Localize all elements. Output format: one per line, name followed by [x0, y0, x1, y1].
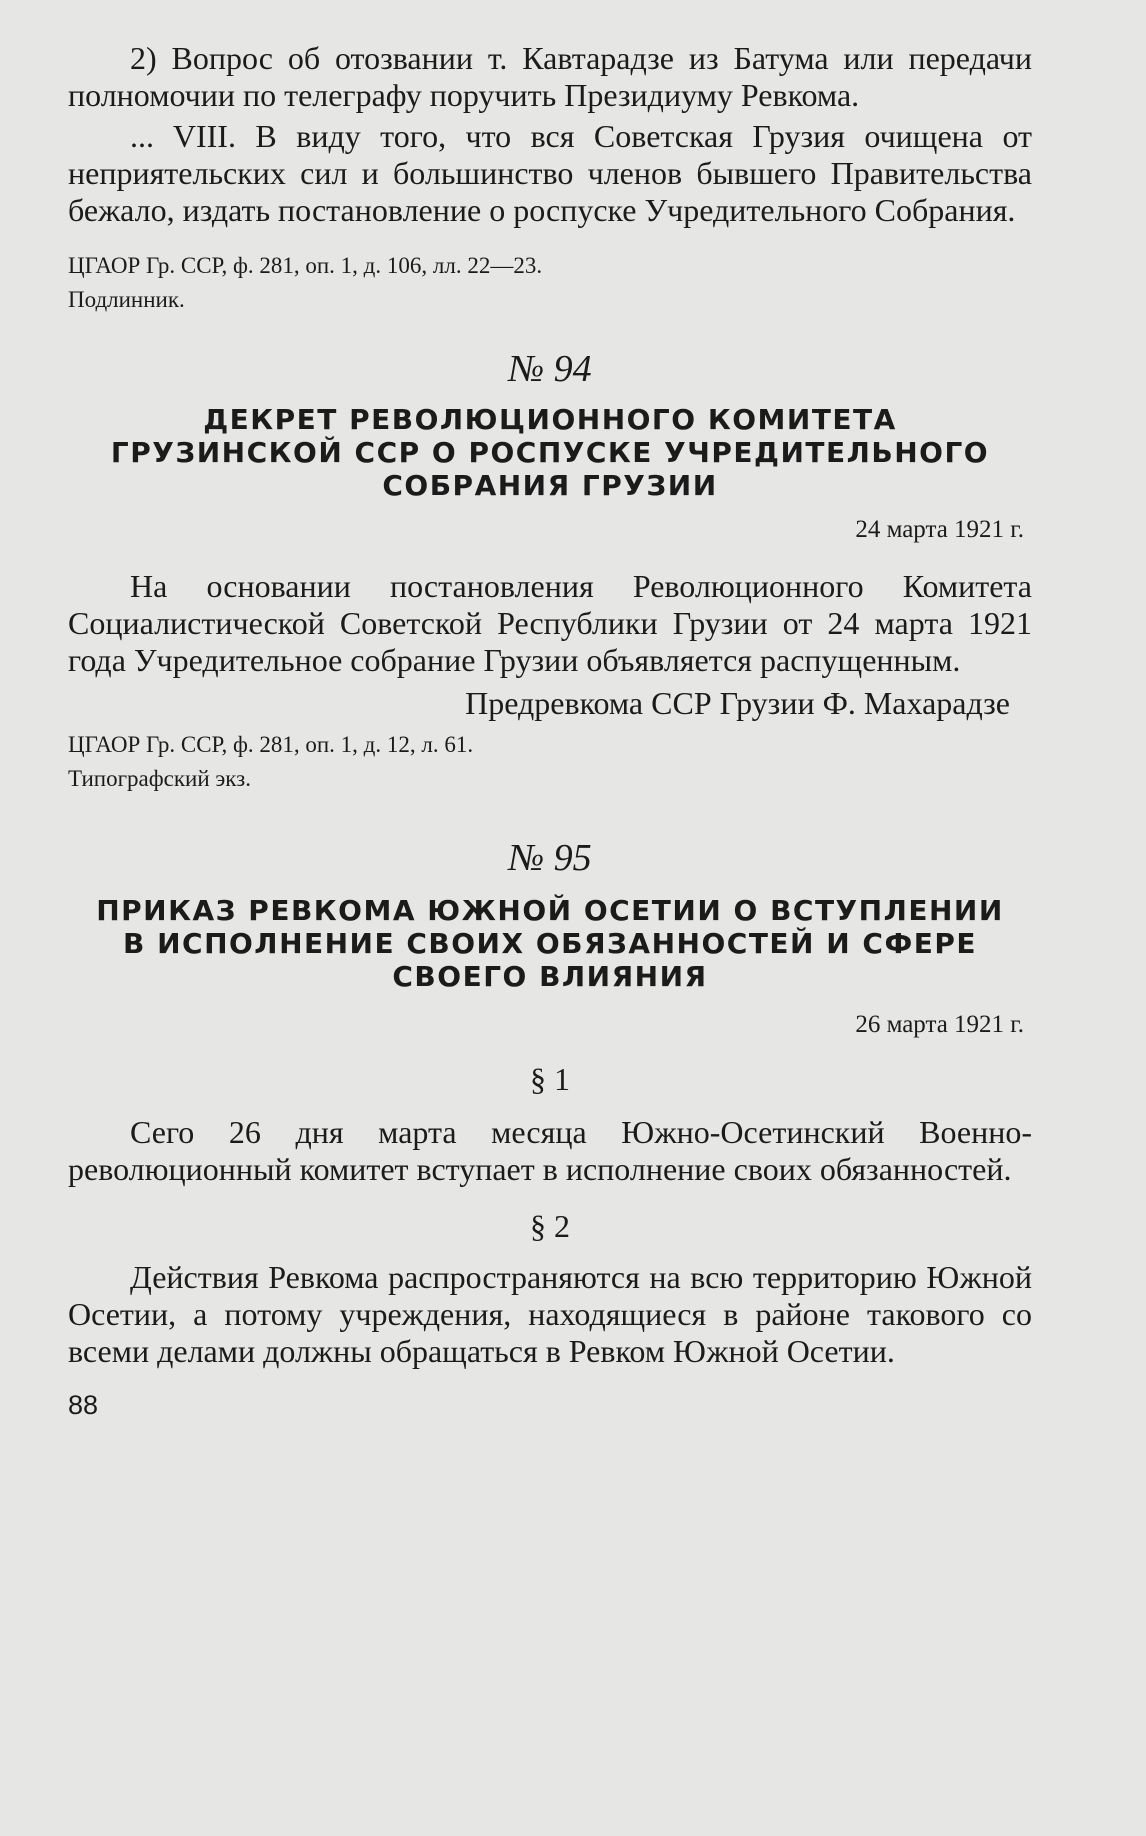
title-line: ГРУЗИНСКОЙ ССР О РОСПУСКЕ УЧРЕДИТЕЛЬНОГО — [110, 436, 990, 469]
archive-source: ЦГАОР Гр. ССР, ф. 281, оп. 1, д. 106, лл. 22—23. — [68, 253, 543, 278]
document-number-94: № 94 — [508, 348, 592, 390]
section-1-heading: § 1 — [530, 1061, 570, 1097]
item-8-paragraph: ... VIII. В виду того, что вся Советская Грузия очищена от неприятельских сил и большинство членов бывшего Правительства бежало, издать постановление о роспуске Учредительного Собрания. — [68, 118, 1032, 228]
title-line: СВОЕГО ВЛИЯНИЯ — [392, 960, 708, 993]
document-94-body: На основании постановления Революционного Комитета Социалистической Советской Республики Грузии от 24 марта 1921 года Учредительное собрание Грузии объявляется распущенным. — [68, 568, 1032, 678]
title-line: СОБРАНИЯ ГРУЗИИ — [382, 469, 718, 502]
document-94-title — [68, 403, 1032, 502]
archive-source: ЦГАОР Гр. ССР, ф. 281, оп. 1, д. 12, л. 61. — [68, 732, 474, 757]
title-line: ПРИКАЗ РЕВКОМА ЮЖНОЙ ОСЕТИИ О ВСТУПЛЕНИИ — [96, 894, 1004, 927]
page-number: 88 — [68, 1390, 99, 1420]
document-number-95: № 95 — [508, 837, 592, 879]
document-page — [68, 40, 1032, 1421]
title-line: ДЕКРЕТ РЕВОЛЮЦИОННОГО КОМИТЕТА — [203, 403, 897, 436]
archive-source-type: Подлинник. — [68, 287, 185, 312]
document-94-date: 24 марта 1921 г. — [855, 516, 1024, 543]
document-95-title — [68, 894, 1032, 993]
archive-source-type: Типографский экз. — [68, 766, 251, 791]
title-line: В ИСПОЛНЕНИЕ СВОИХ ОБЯЗАННОСТЕЙ И СФЕРЕ — [123, 927, 977, 960]
document-95-date: 26 марта 1921 г. — [855, 1011, 1024, 1038]
item-2-paragraph: 2) Вопрос об отозвании т. Кавтарадзе из Батума или передачи полномочии по телеграфу поручить Президиуму Ревкома. — [68, 40, 1032, 113]
section-2-heading: § 2 — [530, 1208, 570, 1244]
document-94-signature: Предревкома ССР Грузии Ф. Махарадзе — [465, 685, 1010, 721]
section-1-text: Сего 26 дня марта месяца Южно-Осетинский Военно-революционный комитет вступает в исполнение своих обязанностей. — [68, 1114, 1032, 1187]
section-2-text: Действия Ревкома распространяются на всю территорию Южной Осетии, а потому учреждения, находящиеся в районе такового со всеми делами должны обращаться в Ревком Южной Осетии. — [68, 1259, 1032, 1369]
